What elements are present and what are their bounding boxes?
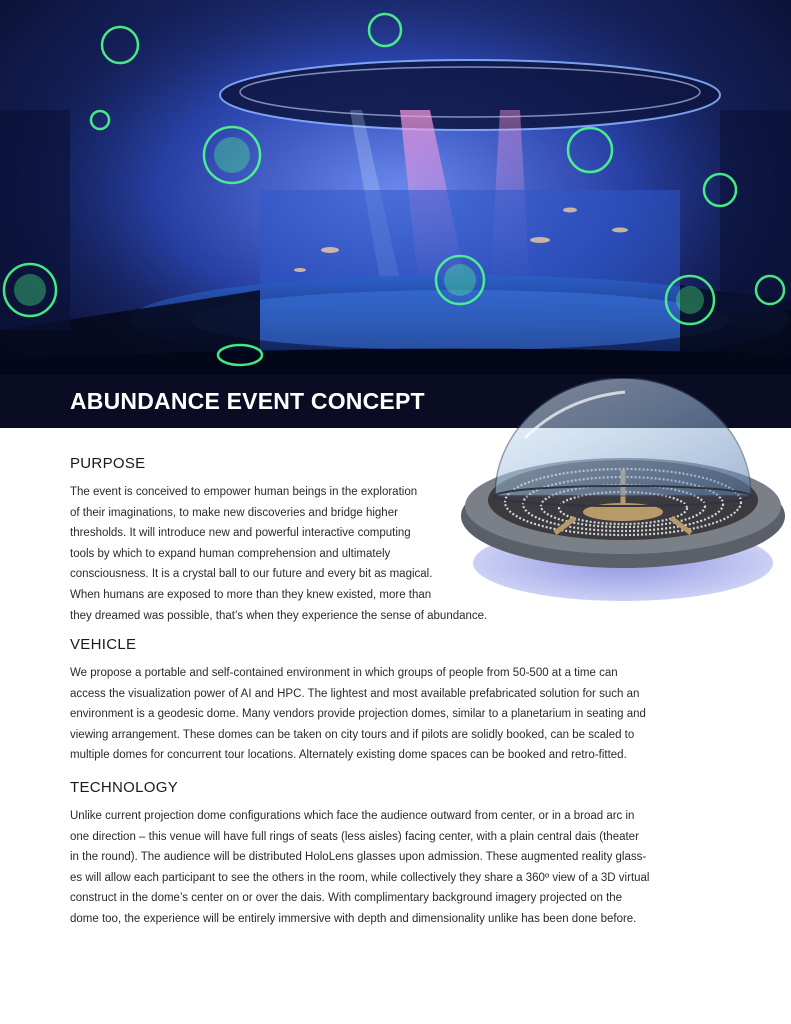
text-line: dome too, the experience will be entirely immersive with depth and dimensionality unlike has been done before.: [70, 912, 637, 925]
text-line: access the visualization power of AI and HPC. The lightest and most available prefabricated solution for such an: [70, 687, 640, 700]
page-title: ABUNDANCE EVENT CONCEPT: [70, 388, 425, 414]
purpose-paragraph: [70, 482, 487, 626]
vehicle-paragraph: [70, 663, 646, 766]
text-line: construct in the dome’s center on or over the dais. With complimentary background imagery projected on the: [70, 892, 623, 905]
text-line: they dreamed was possible, that’s when they experience the sense of abundance.: [70, 609, 488, 622]
section-heading-vehicle: VEHICLE: [70, 636, 137, 653]
projection-dome-illustration-icon: [455, 378, 791, 610]
text-line: of their imaginations, to make new discoveries and bridge higher: [70, 506, 398, 519]
text-line: es will allow each participant to see the others in the room, while collectively they share a 360º view of a 3D virtual: [70, 871, 650, 884]
text-line: tools by which to expand human comprehension and ultimately: [70, 547, 391, 560]
text-line: in the round). The audience will be distributed HoloLens glasses upon admission. These augmented reality glass-: [70, 851, 647, 864]
text-line: Unlike current projection dome configurations which face the audience outward from center, or in a broad arc in: [70, 810, 635, 822]
text-line: thresholds. It will introduce new and powerful interactive computing: [70, 527, 411, 540]
text-line: one direction – this venue will have full rings of seats (less aisles) facing center, with a plain central dais (theater: [70, 830, 639, 843]
text-line: The event is conceived to empower human beings in the exploration: [70, 486, 418, 498]
section-heading-technology: TECHNOLOGY: [70, 779, 179, 796]
section-heading-purpose: PURPOSE: [70, 455, 146, 472]
text-line: multiple domes for concurrent tour locations. Alternately existing dome spaces can be booked and retro-fitted.: [70, 749, 627, 762]
text-line: viewing arrangement. These domes can be taken on city tours and if pilots are solidly booked, can be scaled to: [70, 728, 635, 741]
technology-paragraph: [70, 806, 650, 930]
text-line: When humans are exposed to more than they knew existed, more than: [70, 588, 432, 601]
text-line: environment is a geodesic dome. Many vendors provide projection domes, similar to a planetarium in seating and: [70, 708, 646, 721]
immersive-theater-illustration-icon: [0, 0, 791, 428]
hero-banner: [0, 0, 791, 428]
text-line: consciousness. It is a crystal ball to our future and every bit as magical.: [70, 568, 433, 581]
text-line: We propose a portable and self-contained environment in which groups of people from 50-500 at a time can: [70, 667, 618, 679]
